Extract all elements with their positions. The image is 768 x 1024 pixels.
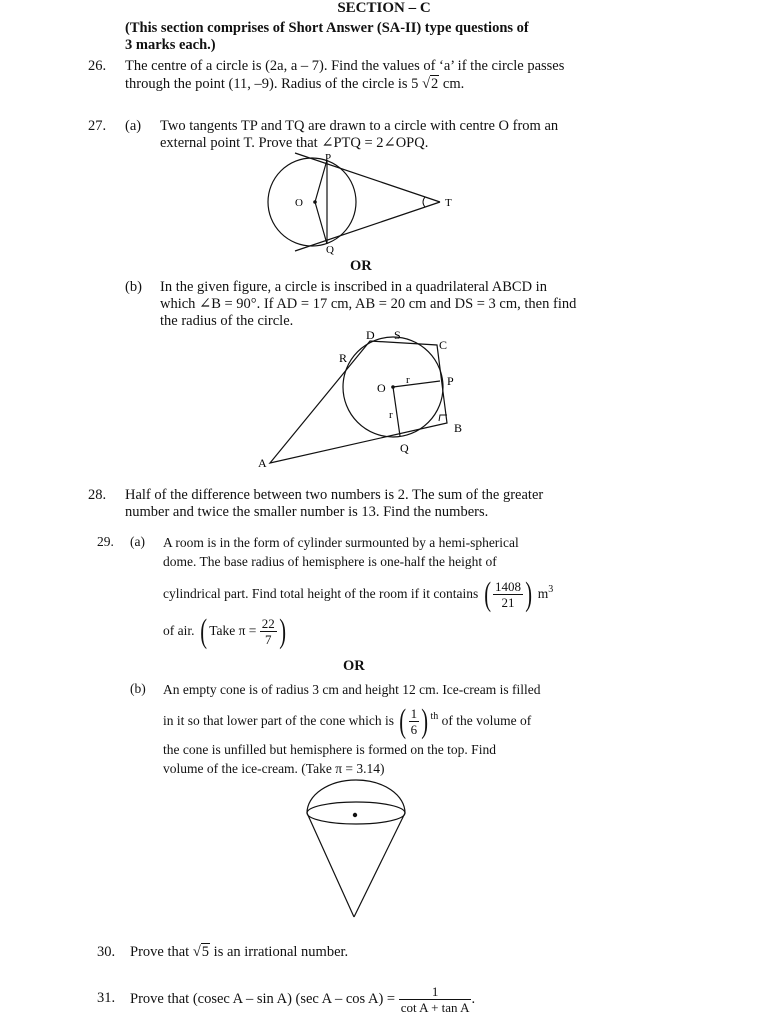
- fig1-label-t: T: [445, 197, 452, 209]
- fig2-radius-oq: [393, 387, 400, 436]
- q30-root: 5: [201, 944, 210, 960]
- q29-part-a-label: (a): [130, 534, 145, 549]
- fig1-label-p: P: [325, 152, 332, 164]
- fig3-cone-left-edge: [307, 813, 354, 917]
- question-number-30: 30.: [97, 944, 116, 960]
- fig2-label-d: D: [366, 328, 375, 342]
- q29b-line3: the cone is unfilled but hemisphere is formed on the top. Find: [163, 742, 496, 757]
- fig3-cone-base: [307, 802, 405, 824]
- q29b-line2: in it so that lower part of the cone which is ( $\frac{1}{6}$ ) $^{th}$ of the volume of: [163, 702, 532, 740]
- fig2-label-q: Q: [400, 441, 409, 455]
- fig1-centre-dot: [313, 200, 317, 204]
- section-description-line1: (This section comprises of Short Answer (SA-II) type questions of: [125, 20, 529, 36]
- q26-line1: The centre of a circle is (2a, a – 7). Find the values of ‘a’ if the circle passes: [125, 58, 565, 74]
- q26-root: 2: [431, 76, 439, 92]
- fig2-label-a: A: [258, 456, 267, 470]
- section-title: SECTION – C: [337, 0, 431, 16]
- q28-line1: Half of the difference between two numbers is 2. The sum of the greater: [125, 487, 544, 503]
- q31-text: Prove that (cosec A – sin A) (sec A – cos A) = $\frac{1}{\text{cot A + tan A}}$ .: [130, 984, 476, 1016]
- ice-cream-cone-figure: [300, 775, 415, 925]
- fig2-label-c: C: [439, 338, 448, 352]
- question-number-29: 29.: [97, 534, 114, 549]
- q27b-line3: the radius of the circle.: [160, 313, 294, 329]
- q29a-volume-fraction: $\frac{1408}{21}$: [495, 579, 522, 611]
- q28-line2: number and twice the smaller number is 13. Find the numbers.: [125, 504, 489, 520]
- q29a-line1: A room is in the form of cylinder surmounted by a hemi-spherical: [163, 535, 519, 550]
- quadrilateral-figure: [250, 325, 475, 475]
- tangent-figure: [255, 150, 470, 260]
- q29b-fraction: $\frac{1}{6}$: [410, 706, 418, 738]
- or-separator-q27: OR: [350, 258, 372, 274]
- fig2-label-s: S: [394, 328, 401, 342]
- fig3-cone-right-edge: [354, 813, 405, 917]
- q29a-line3: cylindrical part. Find total height of the room if it contains ( $\frac{1408}{21}$ ) $m^3$: [163, 575, 554, 613]
- q27a-line2: external point T. Prove that ∠PTQ = 2∠OPQ.: [160, 135, 429, 151]
- q29a-pi-fraction: $\frac{22}{7}$: [261, 616, 275, 648]
- fig3-centre-dot: [353, 813, 357, 817]
- q31-fraction: $\frac{1}{\text{cot A + tan A}}$: [400, 984, 470, 1016]
- question-number-28: 28.: [88, 487, 107, 503]
- fig1-label-o: O: [295, 197, 303, 209]
- fig2-label-r: R: [339, 351, 348, 365]
- q27b-line2: which ∠B = 90°. If AD = 17 cm, AB = 20 cm and DS = 3 cm, then find: [160, 296, 577, 312]
- fig3-hemisphere: [307, 780, 405, 813]
- section-description-line2: 3 marks each.): [125, 37, 216, 53]
- fig2-label-o: O: [377, 381, 386, 395]
- fig1-angle-arc: [423, 197, 425, 207]
- q26-line2: through the point (11, –9). Radius of the circle is 5 √2 cm.: [125, 76, 465, 92]
- q29b-line1: An empty cone is of radius 3 cm and height 12 cm. Ice-cream is filled: [163, 682, 541, 697]
- q27-part-a-label: (a): [125, 118, 142, 134]
- fig2-quadrilateral: [270, 341, 447, 463]
- fig2-label-b: B: [454, 421, 463, 435]
- fig2-label-radius-1: r: [406, 374, 410, 386]
- fig2-radius-op: [393, 381, 440, 387]
- or-separator-q29: OR: [343, 658, 365, 674]
- fig2-label-radius-2: r: [389, 409, 393, 421]
- fig1-circle: [268, 158, 356, 246]
- q29a-line2: dome. The base radius of hemisphere is one-half the height of: [163, 554, 497, 569]
- q29a-line4: of air. ( Take π = $\frac{22}{7}$ ): [163, 612, 286, 650]
- q29b-line4: volume of the ice-cream. (Take π = 3.14): [163, 761, 385, 776]
- fig1-label-q: Q: [326, 244, 334, 256]
- fig1-radius-op: [315, 160, 327, 202]
- q30-text: Prove that √5 is an irrational number.: [130, 944, 349, 960]
- q29-part-b-label: (b): [130, 681, 146, 696]
- q27a-line1: Two tangents TP and TQ are drawn to a circle with centre O from an: [160, 118, 559, 134]
- q27b-line1: In the given figure, a circle is inscribed in a quadrilateral ABCD in: [160, 279, 547, 295]
- question-number-27: 27.: [88, 118, 107, 134]
- fig1-radius-oq: [315, 202, 327, 244]
- question-number-31: 31.: [97, 990, 116, 1006]
- fig2-centre-dot: [391, 385, 395, 389]
- question-number-26: 26.: [88, 58, 107, 74]
- fig2-label-p: P: [447, 374, 454, 388]
- q27-part-b-label: (b): [125, 279, 142, 295]
